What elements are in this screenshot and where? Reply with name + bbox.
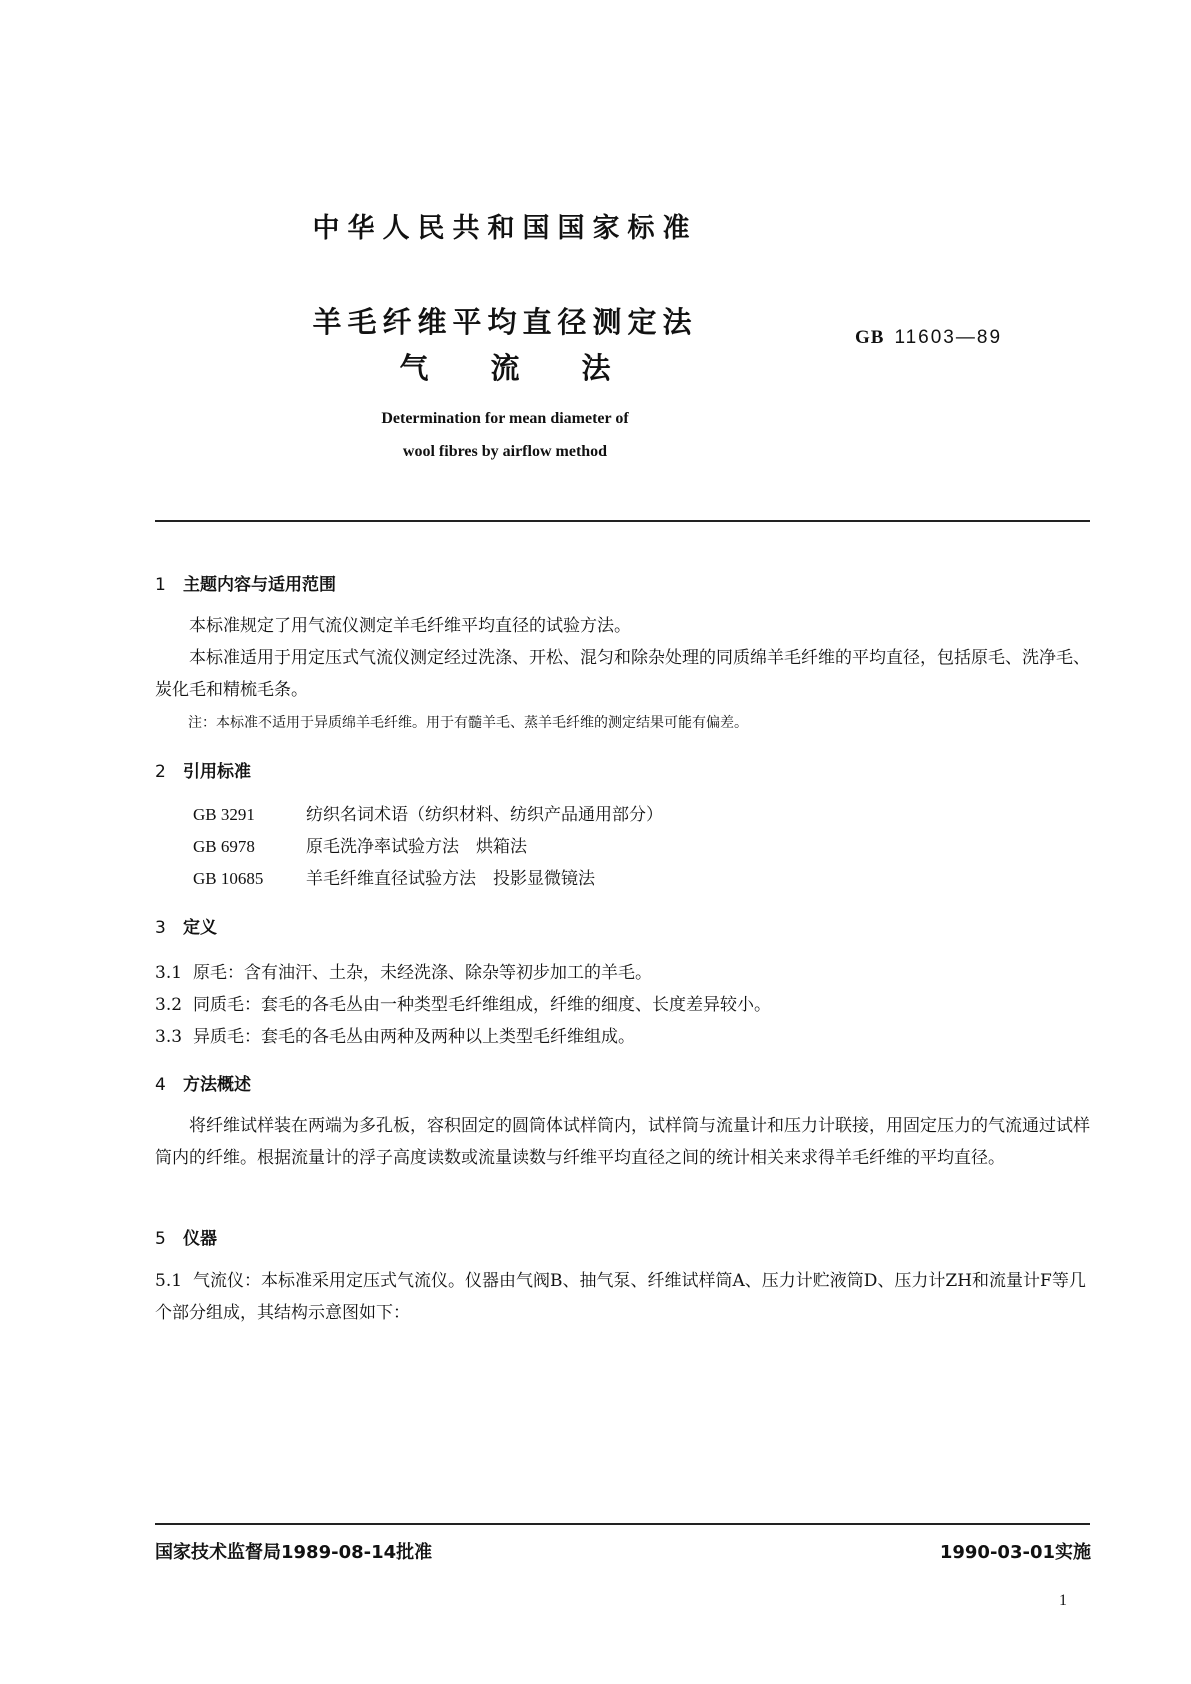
definition-number: 3.3 bbox=[155, 1027, 183, 1047]
definition-item bbox=[155, 1022, 635, 1047]
section-4-paragraph bbox=[155, 1110, 1090, 1174]
section-5-heading bbox=[155, 1224, 217, 1249]
section-title: 定义 bbox=[183, 918, 217, 938]
section-title: 方法概述 bbox=[183, 1075, 251, 1095]
footer-divider bbox=[155, 1523, 1090, 1525]
section-title: 主题内容与适用范围 bbox=[183, 575, 336, 595]
standard-prefix: GB bbox=[855, 327, 885, 348]
section-1-heading bbox=[155, 570, 336, 595]
section-2-heading bbox=[155, 757, 251, 782]
standard-code: 11603—89 bbox=[894, 327, 1003, 348]
definition-text: 异质毛：套毛的各毛丛由两种及两种以上类型毛纤维组成。 bbox=[193, 1027, 635, 1047]
national-standard-heading: 中华人民共和国国家标准 bbox=[312, 213, 698, 244]
definition-text: 同质毛：套毛的各毛丛由一种类型毛纤维组成，纤维的细度、长度差异较小。 bbox=[193, 995, 771, 1015]
paragraph-text: 本标准适用于用定压式气流仪测定经过洗涤、开松、混匀和除杂处理的同质绵羊毛纤维的平均直径，包括原毛、洗净毛、炭化毛和精梳毛条。 bbox=[155, 648, 1090, 700]
approval-date: 国家技术监督局1989-08-14批准 bbox=[155, 1542, 433, 1563]
reference-item bbox=[193, 832, 527, 857]
reference-title: 羊毛纤维直径试验方法 投影显微镜法 bbox=[306, 869, 595, 889]
standard-title: 羊毛纤维平均直径测定法 bbox=[312, 305, 698, 339]
section-1-note: 注：本标准不适用于异质绵羊毛纤维。用于有髓羊毛、蒸羊毛纤维的测定结果可能有偏差。 bbox=[188, 715, 748, 731]
page-number: 1 bbox=[1059, 1592, 1067, 1609]
section-5-1-paragraph bbox=[155, 1265, 1090, 1329]
standard-subtitle: 气流法 bbox=[399, 351, 673, 385]
section-number: 4 bbox=[155, 1075, 166, 1095]
section-1-paragraph-1 bbox=[155, 610, 1090, 642]
paragraph-text: 将纤维试样装在两端为多孔板，容积固定的圆筒体试样筒内，试样筒与流量计和压力计联接，用固定压力的气流通过试样筒内的纤维。根据流量计的浮子高度读数或流量读数与纤维平均直径之间的统计相关来求得羊毛纤维的平均直径。 bbox=[155, 1116, 1090, 1168]
reference-code: GB 6978 bbox=[193, 837, 255, 856]
reference-title: 纺织名词术语（纺织材料、纺织产品通用部分） bbox=[306, 805, 663, 825]
english-title-line-1: Determination for mean diameter of bbox=[381, 410, 629, 427]
section-number: 1 bbox=[155, 575, 166, 595]
reference-code: GB 10685 bbox=[193, 869, 264, 888]
definition-item bbox=[155, 958, 652, 983]
reference-item bbox=[193, 864, 595, 889]
section-number: 3 bbox=[155, 918, 166, 938]
english-title-line-2: wool fibres by airflow method bbox=[402, 443, 608, 460]
definition-number: 3.2 bbox=[155, 995, 183, 1015]
paragraph-text: 本标准规定了用气流仪测定羊毛纤维平均直径的试验方法。 bbox=[189, 616, 631, 636]
definition-item bbox=[155, 990, 771, 1015]
section-number: 2 bbox=[155, 762, 166, 782]
section-number: 5 bbox=[155, 1229, 166, 1249]
section-1-paragraph-2 bbox=[155, 642, 1090, 706]
section-title: 引用标准 bbox=[183, 762, 251, 782]
header-divider bbox=[155, 520, 1090, 522]
definition-number: 3.1 bbox=[155, 963, 183, 983]
definition-text: 原毛：含有油汗、土杂，未经洗涤、除杂等初步加工的羊毛。 bbox=[193, 963, 652, 983]
section-title: 仪器 bbox=[183, 1229, 217, 1249]
reference-item bbox=[193, 800, 663, 825]
effective-date: 1990-03-01实施 bbox=[939, 1542, 1091, 1563]
section-3-heading bbox=[155, 913, 217, 938]
paragraph-text: 气流仪：本标准采用定压式气流仪。仪器由气阀B、抽气泵、纤维试样筒A、压力计贮液筒D、压力计ZH和流量计F等几个部分组成，其结构示意图如下： bbox=[155, 1271, 1086, 1323]
reference-code: GB 3291 bbox=[193, 805, 255, 824]
standard-number bbox=[855, 327, 1002, 349]
section-4-heading bbox=[155, 1070, 251, 1095]
clause-number: 5.1 bbox=[155, 1271, 183, 1291]
reference-title: 原毛洗净率试验方法 烘箱法 bbox=[306, 837, 527, 857]
